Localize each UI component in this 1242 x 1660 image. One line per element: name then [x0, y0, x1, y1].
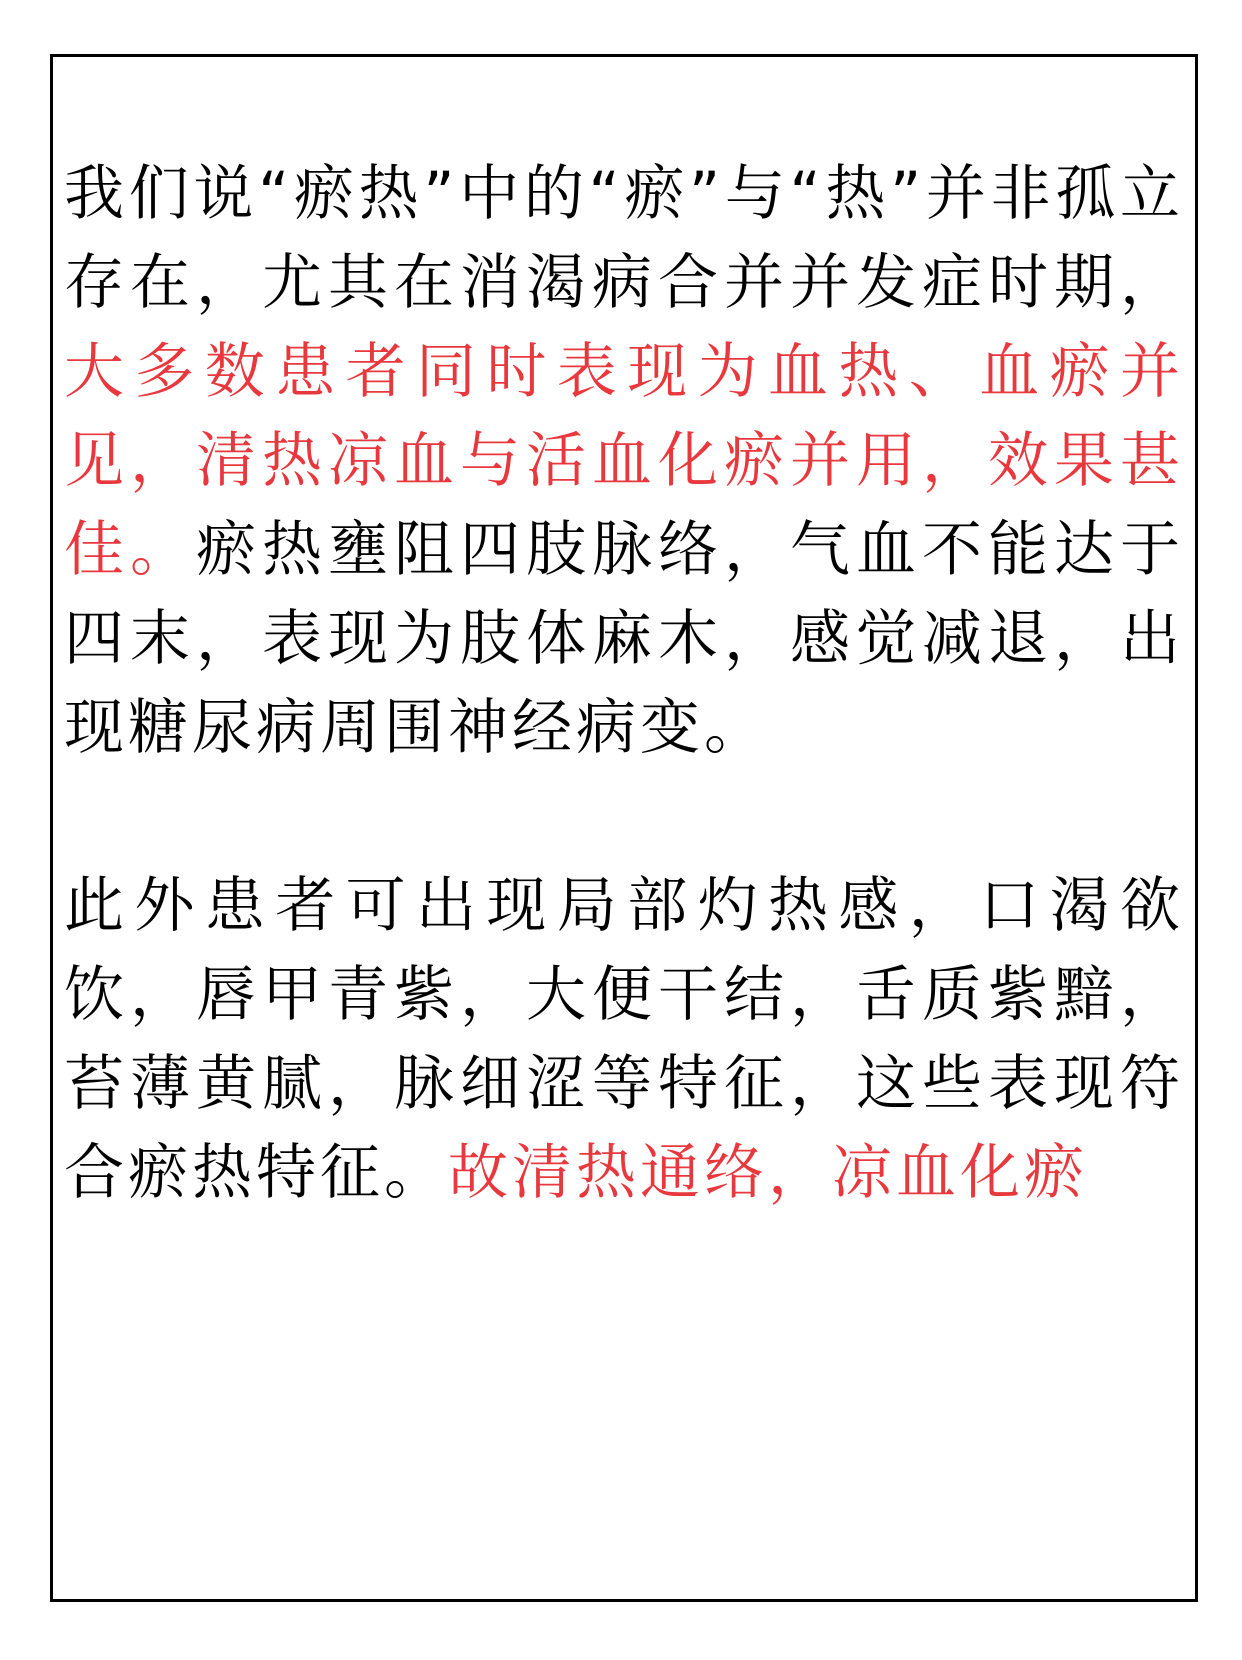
paragraph-1-highlight: 大多数患者同时表现为血热、血瘀并见，清热凉血与活血化瘀并用，效果甚佳。	[64, 337, 1184, 585]
article-body	[64, 150, 1184, 1218]
paragraph-1	[64, 150, 1184, 773]
paragraph-2-highlight: 故清热通络，凉血化瘀	[448, 1138, 1088, 1208]
paragraph-2	[64, 862, 1184, 1218]
paragraph-1-text-a: 我们说“瘀热”中的“瘀”与“热”并非孤立存在，尤其在消渴病合并并发症时期，	[64, 159, 1184, 318]
paragraph-2-text: 此外患者可出现局部灼热感，口渴欲饮，唇甲青紫，大便干结，舌质紫黯，苔薄黄腻，脉细涩等特征，这些表现符合瘀热特征。	[64, 871, 1184, 1208]
paragraph-1-text-b: 瘀热壅阻四肢脉络，气血不能达于四末，表现为肢体麻木，感觉减退，出现糖尿病周围神经病变。	[64, 515, 1184, 763]
